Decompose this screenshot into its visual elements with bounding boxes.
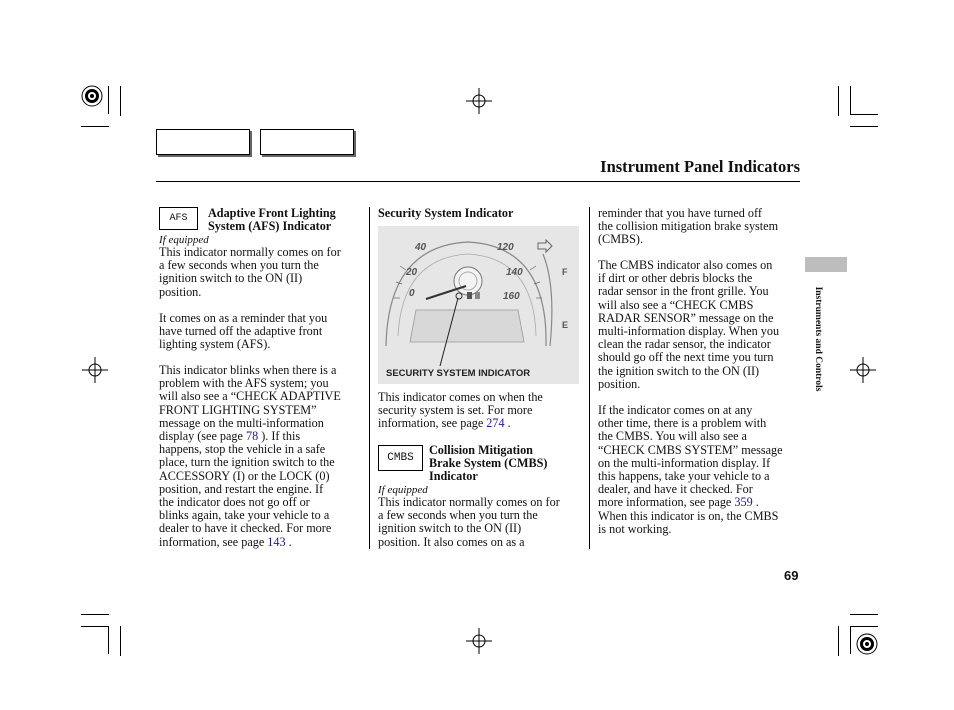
gauge-label: E — [562, 320, 569, 330]
cmbs-continued-paragraph-1: reminder that you have turned off the collision mitigation brake system (CMBS). — [598, 206, 779, 247]
side-tab-marker — [805, 257, 847, 272]
afs-if-equipped: If equipped — [159, 234, 209, 246]
afs-heading: Adaptive Front Lighting System (AFS) Indicator — [208, 206, 336, 234]
cmbs-if-equipped: If equipped — [378, 484, 428, 496]
cmbs-continued-paragraph-2: The CMBS indicator also comes on if dirt or other debris blocks the radar sensor in the front grille. You will also see a “CHECK CMBS RADAR SENSOR” message on the multi-information display. When you clean the radar sensor, the indicator should go off the next time you turn the ignition switch to the ON (II) position. — [598, 258, 780, 391]
afs-paragraph-3: This indicator blinks when there is a problem with the AFS system; you will also see a “CHECK ADAPTIVE FRONT LIGHTING SYSTEM” message on the multi-information display (see page 78 ). If this happens, stop the vehicle in a safe place, turn the ignition switch to the ACCESSORY (I) or the LOCK (0) position, and restart the engine. If the indicator does not go off or blinks again, take your vehicle to a dealer to have it checked. For more information, see page 143 . — [159, 363, 341, 549]
cmbs-indicator-icon: CMBS — [378, 445, 423, 471]
page-link-78[interactable]: 78 — [245, 429, 259, 444]
security-paragraph: This indicator comes on when the security system is set. For more information, see page 274 . — [378, 390, 543, 431]
crosshair-icon — [466, 628, 492, 654]
gauge-label: F — [562, 267, 568, 277]
gauge-label: 40 — [415, 242, 427, 253]
crosshair-icon — [466, 88, 492, 114]
nav-tab-box[interactable] — [156, 129, 250, 155]
afs-paragraph-2: It comes on as a reminder that you have turned off the adaptive front lighting system (AFS). — [159, 311, 328, 352]
header-rule — [156, 181, 800, 182]
speedometer-illustration — [378, 226, 579, 384]
cmbs-paragraph: This indicator normally comes on for a few seconds when you turn the ignition switch to the ON (II) position. It also comes on as a — [378, 495, 560, 549]
figure-caption: SECURITY SYSTEM INDICATOR — [386, 368, 531, 379]
gauge-label: 0 — [409, 288, 415, 299]
registration-target-icon — [855, 632, 879, 656]
registration-target-icon — [80, 84, 104, 108]
side-tab-label: Instruments and Controls — [813, 286, 823, 392]
page-link-143[interactable]: 143 — [267, 534, 286, 549]
page-number: 69 — [784, 568, 799, 583]
page-link-274[interactable]: 274 — [486, 416, 505, 431]
cmbs-continued-paragraph-3: If the indicator comes on at any other time, there is a problem with the CMBS. You will also see a “CHECK CMBS SYSTEM” message on the multi-information display. If this happens, take your vehicle to a dealer, and have it checked. For more information, see page 359 . When this indicator is on, the CMBS is not working. — [598, 403, 783, 536]
afs-paragraph-1: This indicator normally comes on for a few seconds when you turn the ignition switch to the ON (II) position. — [159, 245, 341, 299]
page-link-359[interactable]: 359 — [734, 495, 753, 510]
gauge-label: 20 — [406, 267, 418, 278]
gauge-label: 160 — [503, 291, 520, 302]
crosshair-icon — [82, 357, 108, 383]
column-divider — [369, 207, 370, 549]
gauge-label: 120 — [497, 242, 514, 253]
crosshair-icon — [850, 357, 876, 383]
afs-indicator-icon: AFS — [159, 207, 198, 230]
column-divider — [589, 207, 590, 549]
instrument-panel-figure — [378, 226, 579, 384]
security-heading: Security System Indicator — [378, 206, 514, 220]
page-title: Instrument Panel Indicators — [600, 157, 800, 176]
nav-tab-box[interactable] — [260, 129, 354, 155]
cmbs-heading: Collision Mitigation Brake System (CMBS) Indicator — [429, 443, 548, 484]
gauge-label: 140 — [506, 267, 523, 278]
